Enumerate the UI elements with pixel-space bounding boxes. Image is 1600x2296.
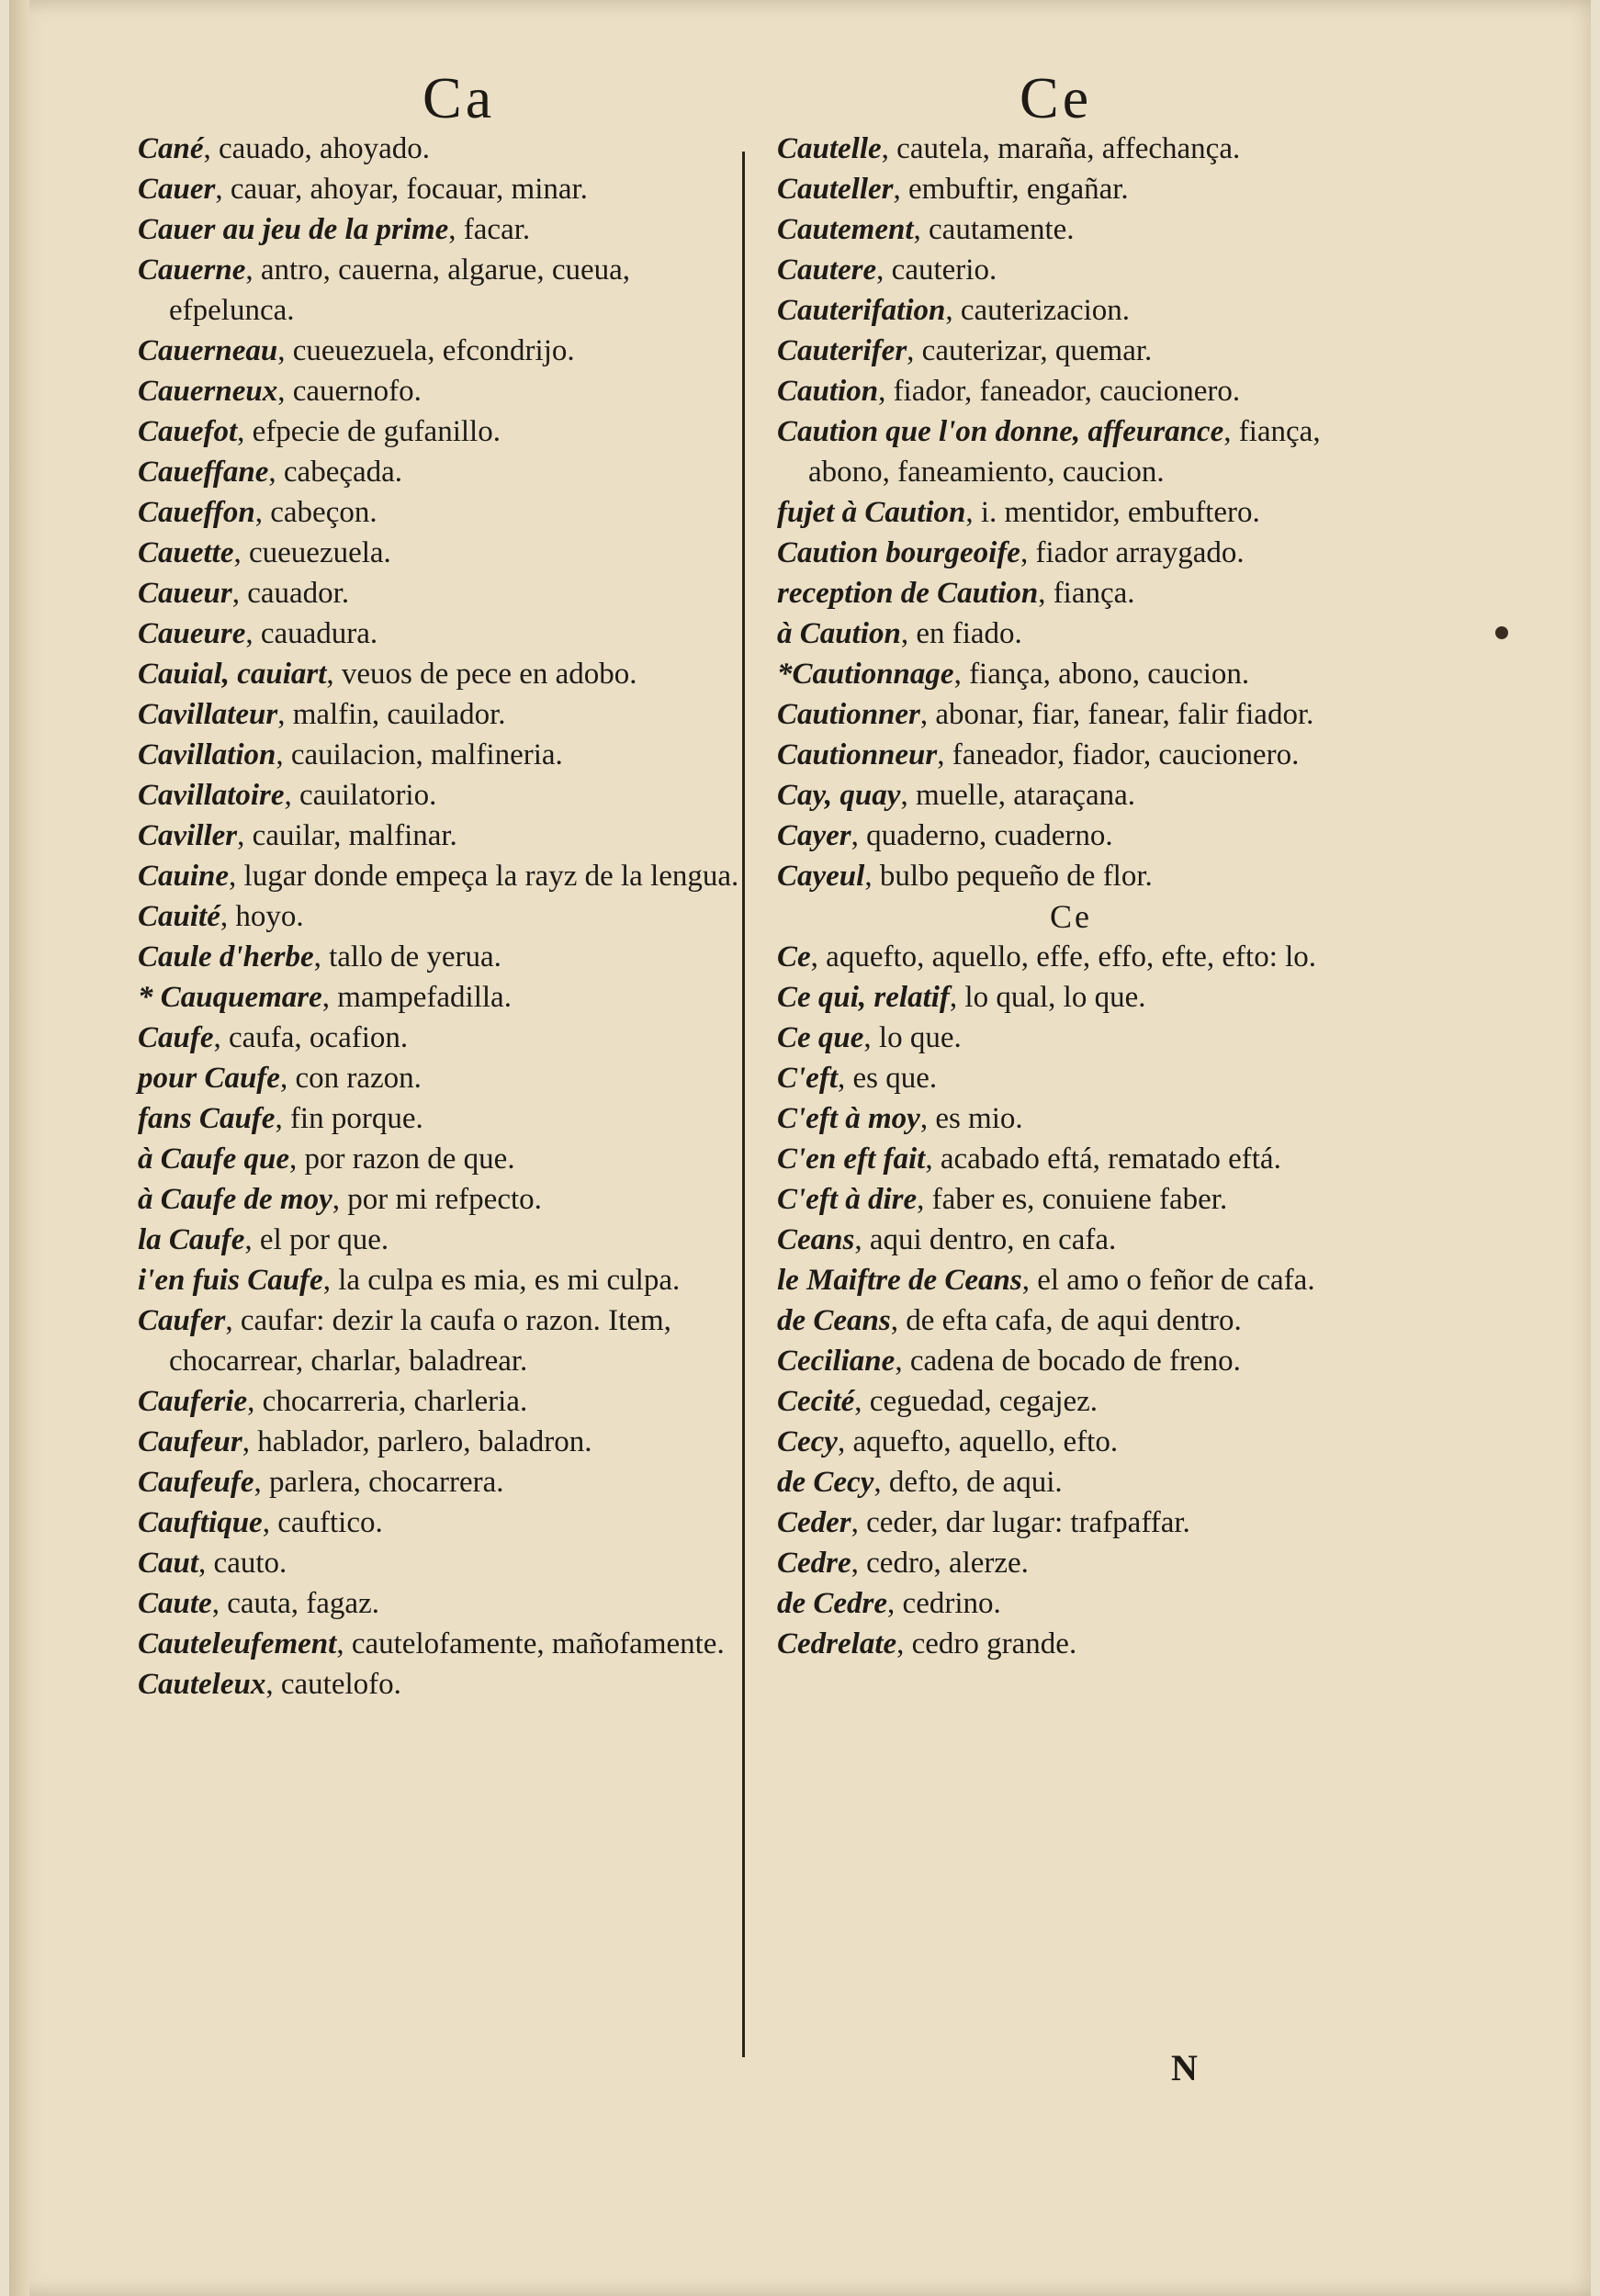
dictionary-entry (138, 452, 744, 492)
entry-headword: Caueure (138, 617, 246, 650)
entry-headword: Cauer au jeu de la prime (138, 213, 449, 246)
running-head-left: Ca (423, 65, 496, 130)
entry-definition: , cauado, ahoyado. (203, 132, 431, 165)
entry-headword: Cauette (138, 536, 234, 569)
entry-headword: de Ceans (777, 1304, 891, 1337)
dictionary-entry (138, 1543, 744, 1583)
entry-headword: Cayer (777, 819, 851, 852)
entry-headword: *Cautionnage (777, 658, 954, 691)
dictionary-entry (777, 775, 1365, 816)
dictionary-entry (138, 371, 744, 411)
dictionary-entry (777, 1098, 1365, 1139)
entry-definition: , cautela, maraña, affechança. (881, 132, 1241, 165)
entry-definition: , aqui dentro, en cafa. (854, 1223, 1117, 1256)
entry-definition: , aquefto, aquello, effe, effo, efte, efto: lo. (810, 940, 1317, 974)
dictionary-entry (138, 1422, 744, 1462)
dictionary-entry (777, 1058, 1365, 1098)
dictionary-entry (138, 573, 744, 613)
entry-definition: , fiança, abono, faneamiento, caucion. (808, 415, 1321, 489)
entry-headword: Cauer (138, 173, 216, 206)
entry-headword: Cauefot (138, 415, 238, 448)
entry-headword: Cauferie (138, 1385, 248, 1418)
dictionary-entry (777, 290, 1365, 331)
entry-definition: , en fiado. (900, 617, 1022, 650)
dictionary-entry (777, 169, 1365, 209)
entry-headword: Cauteller (777, 173, 894, 206)
entry-headword: Cautere (777, 253, 877, 287)
dictionary-entry (777, 977, 1365, 1018)
dictionary-entry (138, 1058, 744, 1098)
dictionary-entry (138, 331, 744, 371)
entry-definition: , cauernofo. (277, 375, 422, 408)
dictionary-entry (138, 896, 744, 937)
dictionary-entry (777, 492, 1365, 533)
entry-definition: , parlera, chocarrera. (254, 1466, 504, 1499)
entry-definition: , ceder, dar lugar: trafpaffar. (851, 1506, 1190, 1539)
dictionary-entry (777, 1220, 1365, 1260)
entry-headword: Caufer (138, 1304, 226, 1337)
entry-headword: Cauterifer (777, 334, 907, 367)
entry-definition: , cautamente. (913, 213, 1075, 246)
dictionary-entry (138, 735, 744, 775)
dictionary-entry (138, 411, 744, 452)
entry-headword: Ceans (777, 1223, 855, 1256)
entry-definition: , caufa, ocafion. (213, 1021, 409, 1054)
entry-definition: , cauta, fagaz. (211, 1587, 379, 1620)
entry-headword: Cané (138, 132, 204, 165)
entry-headword: Ce que (777, 1021, 864, 1054)
dictionary-entry (777, 1300, 1365, 1341)
entry-headword: Cauial, cauiart (138, 658, 327, 691)
dictionary-entry (138, 169, 744, 209)
entry-definition: , cauterizacion. (945, 294, 1131, 327)
entry-definition: , faneador, fiador, caucionero. (937, 738, 1300, 771)
dictionary-entry (777, 1139, 1365, 1179)
entry-definition: , hoyo. (220, 900, 304, 933)
dictionary-entry (138, 613, 744, 654)
dictionary-entry (138, 1462, 744, 1503)
entry-definition: , es mio. (919, 1102, 1023, 1135)
entry-headword: Caute (138, 1587, 212, 1620)
entry-headword: Ce qui, relatif (777, 981, 950, 1014)
entry-definition: , cadena de bocado de freno. (895, 1345, 1241, 1378)
dictionary-page (9, 0, 1591, 2296)
entry-definition: , cauar, ahoyar, focauar, minar. (215, 173, 588, 206)
dictionary-entry (777, 816, 1365, 856)
entry-headword: pour Caufe (138, 1062, 280, 1095)
entry-headword: i'en fuis Caufe (138, 1264, 323, 1297)
left-column (138, 129, 744, 1705)
entry-headword: la Caufe (138, 1223, 245, 1256)
entry-headword: Cedrelate (777, 1627, 897, 1660)
right-column (777, 129, 1365, 1664)
dictionary-entry (138, 937, 744, 977)
entry-headword: de Cecy (777, 1466, 874, 1499)
dictionary-entry (138, 977, 744, 1018)
dictionary-entry (138, 209, 744, 250)
dictionary-entry (777, 1583, 1365, 1624)
dictionary-entry (138, 694, 744, 735)
entry-headword: Cauterifation (777, 294, 946, 327)
entry-headword: à Caufe de moy (138, 1183, 332, 1216)
entry-headword: C'en eft fait (777, 1142, 926, 1176)
entry-definition: , ceguedad, cegajez. (854, 1385, 1099, 1418)
dictionary-entry (777, 209, 1365, 250)
entry-definition: , cueuezuela. (233, 536, 391, 569)
entry-headword: reception de Caution (777, 577, 1039, 610)
entry-definition: , cauto. (198, 1547, 287, 1580)
entry-definition: , fiança. (1038, 577, 1135, 610)
dictionary-entry (777, 573, 1365, 613)
entry-headword: C'eft (777, 1062, 838, 1095)
entry-definition: , defto, de aqui. (873, 1466, 1063, 1499)
dictionary-entry (138, 856, 744, 896)
entry-headword: Caution que l'on donne, affeurance (777, 415, 1224, 448)
entry-headword: Ceder (777, 1506, 851, 1539)
dictionary-entry (138, 129, 744, 169)
entry-definition: , por razon de que. (289, 1142, 515, 1176)
dictionary-entry (138, 1624, 744, 1664)
entry-headword: Caufeur (138, 1425, 242, 1458)
entry-headword: Cayeul (777, 860, 865, 893)
dictionary-entry (138, 1381, 744, 1422)
dictionary-entry (138, 1260, 744, 1300)
entry-definition: , facar. (448, 213, 531, 246)
entry-definition: , cauilatorio. (284, 779, 437, 812)
entry-headword: Caution (777, 375, 879, 408)
dictionary-entry (138, 1220, 744, 1260)
dictionary-entry (138, 533, 744, 573)
dictionary-entry (777, 371, 1365, 411)
dictionary-entry (777, 1543, 1365, 1583)
entry-headword: Caufeufe (138, 1466, 254, 1499)
entry-definition: , de efta cafa, de aqui dentro. (890, 1304, 1242, 1337)
entry-headword: Cay, quay (777, 779, 901, 812)
entry-headword: à Caution (777, 617, 901, 650)
entry-headword: Cauité (138, 900, 220, 933)
entry-definition: , bulbo pequeño de flor. (864, 860, 1153, 893)
dictionary-entry (138, 654, 744, 694)
dictionary-entry (777, 1422, 1365, 1462)
entry-definition: , cauador. (231, 577, 350, 610)
entry-definition: , cedrino. (887, 1587, 1001, 1620)
entry-headword: Cauine (138, 860, 230, 893)
entry-definition: , es que. (837, 1062, 938, 1095)
entry-headword: Cedre (777, 1547, 851, 1580)
entry-headword: Cautelle (777, 132, 882, 165)
dictionary-entry (777, 1018, 1365, 1058)
entry-definition: , cauftico. (262, 1506, 383, 1539)
dictionary-entry (138, 1139, 744, 1179)
entry-headword: Cautionner (777, 698, 920, 731)
entry-definition: , con razon. (279, 1062, 422, 1095)
entry-headword: fans Caufe (138, 1102, 276, 1135)
entry-headword: Caution bourgeoife (777, 536, 1020, 569)
entry-definition: , quaderno, cuaderno. (851, 819, 1113, 852)
entry-headword: Caueffane (138, 456, 269, 489)
entry-definition: , por mi refpecto. (332, 1183, 542, 1216)
entry-definition: , cedro grande. (896, 1627, 1077, 1660)
entry-definition: , cueuezuela, efcondrijo. (277, 334, 575, 367)
entry-headword: Caueffon (138, 496, 255, 529)
dictionary-entry (138, 1018, 744, 1058)
entry-definition: , caufar: dezir la caufa o razon. Item, chocarrear, charlar, baladrear. (169, 1304, 671, 1378)
dictionary-entry (777, 1179, 1365, 1220)
entry-definition: , embuftir, engañar. (893, 173, 1129, 206)
entry-headword: * Cauquemare (138, 981, 322, 1014)
signature-mark: N (1171, 2047, 1198, 2088)
dictionary-entry (777, 694, 1365, 735)
entry-headword: Cauerneux (138, 375, 278, 408)
entry-headword: Cavillation (138, 738, 276, 771)
entry-headword: Ce (777, 940, 811, 974)
dictionary-entry (777, 1381, 1365, 1422)
section-subhead: Ce (1050, 898, 1092, 935)
entry-headword: le Maiftre de Ceans (777, 1264, 1022, 1297)
entry-definition: , faber es, conuiene faber. (917, 1183, 1228, 1216)
page-binding-edge (9, 0, 29, 2296)
entry-definition: , veuos de pece en adobo. (326, 658, 637, 691)
dictionary-entry (777, 1624, 1365, 1664)
dictionary-entry (138, 1583, 744, 1624)
entry-definition: , fiança, abono, caucion. (953, 658, 1250, 691)
dictionary-entry (777, 1503, 1365, 1543)
entry-definition: , tallo de yerua. (313, 940, 501, 974)
dictionary-entry (777, 411, 1365, 492)
entry-headword: Cauerneau (138, 334, 278, 367)
entry-headword: Cauteleufement (138, 1627, 337, 1660)
entry-definition: , cautelofamente, mañofamente. (336, 1627, 725, 1660)
entry-headword: Cautionneur (777, 738, 938, 771)
entry-definition: , malfin, cauilador. (277, 698, 506, 731)
entry-headword: Caufe (138, 1021, 214, 1054)
dictionary-entry (138, 1503, 744, 1543)
dictionary-entry (138, 816, 744, 856)
dictionary-entry (138, 1179, 744, 1220)
entry-definition: , la culpa es mia, es mi culpa. (322, 1264, 681, 1297)
entry-headword: Caueur (138, 577, 232, 610)
entry-headword: Cavillatoire (138, 779, 285, 812)
dictionary-entry (777, 937, 1365, 977)
dictionary-entry (777, 129, 1365, 169)
entry-definition: , cauilacion, malfineria. (276, 738, 563, 771)
entry-definition: , lo que. (863, 1021, 962, 1054)
entry-definition: , el por que. (244, 1223, 389, 1256)
entry-definition: , cedro, alerze. (851, 1547, 1029, 1580)
entry-definition: , lo qual, lo que. (949, 981, 1146, 1014)
entry-definition: , aquefto, aquello, efto. (837, 1425, 1119, 1458)
entry-definition: , fin porque. (275, 1102, 423, 1135)
entry-definition: , mampefadilla. (321, 981, 512, 1014)
entry-headword: Cautement (777, 213, 914, 246)
entry-definition: , abonar, fiar, fanear, falir fiador. (919, 698, 1314, 731)
dictionary-entry (777, 735, 1365, 775)
entry-definition: , hablador, parlero, baladron. (242, 1425, 592, 1458)
entry-definition: , cabeçada. (268, 456, 403, 489)
entry-headword: Cauteleux (138, 1668, 266, 1701)
entry-definition: , cauadura. (245, 617, 378, 650)
entry-headword: Cavillateur (138, 698, 278, 731)
entry-definition: , el amo o feñor de cafa. (1021, 1264, 1315, 1297)
dictionary-entry (777, 613, 1365, 654)
entry-headword: Cauerne (138, 253, 246, 287)
entry-definition: , antro, cauerna, algarue, cueua, efpelunca. (169, 253, 631, 327)
entry-definition: , efpecie de gufanillo. (237, 415, 501, 448)
dictionary-entry (777, 1260, 1365, 1300)
entry-definition: , fiador arraygado. (1020, 536, 1245, 569)
entry-definition: , fiador, faneador, caucionero. (878, 375, 1241, 408)
entry-definition: , cabeçon. (254, 496, 377, 529)
entry-definition: , cauterizar, quemar. (907, 334, 1153, 367)
dictionary-entry (138, 1300, 744, 1381)
dictionary-entry (777, 654, 1365, 694)
entry-headword: Ceciliane (777, 1345, 896, 1378)
entry-definition: , lugar donde empeça la rayz de la lengua. (229, 860, 739, 893)
ink-spot (1495, 626, 1508, 639)
entry-headword: Cecité (777, 1385, 855, 1418)
entry-headword: C'eft à dire (777, 1183, 918, 1216)
entry-definition: , cauilar, malfinar. (237, 819, 457, 852)
entry-headword: fujet à Caution (777, 496, 966, 529)
entry-headword: Cauftique (138, 1506, 263, 1539)
entry-headword: à Caufe que (138, 1142, 289, 1176)
dictionary-entry (138, 1098, 744, 1139)
dictionary-entry (138, 492, 744, 533)
entry-headword: Cecy (777, 1425, 838, 1458)
dictionary-entry (777, 250, 1365, 290)
entry-definition: , cauterio. (876, 253, 997, 287)
entry-headword: Caule d'herbe (138, 940, 314, 974)
entry-definition: , muelle, ataraçana. (900, 779, 1136, 812)
dictionary-entry (777, 1341, 1365, 1381)
entry-headword: Caviller (138, 819, 238, 852)
entry-definition: , i. mentidor, embuftero. (965, 496, 1260, 529)
running-head-right: Ce (1020, 65, 1093, 130)
dictionary-entry (777, 1462, 1365, 1503)
entry-definition: , chocarreria, charleria. (247, 1385, 528, 1418)
dictionary-entry (777, 331, 1365, 371)
dictionary-entry (777, 533, 1365, 573)
entry-definition: , acabado eftá, rematado eftá. (925, 1142, 1281, 1176)
dictionary-entry (138, 250, 744, 331)
dictionary-entry (138, 775, 744, 816)
entry-headword: Caut (138, 1547, 199, 1580)
entry-headword: C'eft à moy (777, 1102, 920, 1135)
entry-headword: de Cedre (777, 1587, 888, 1620)
dictionary-entry (777, 856, 1365, 896)
dictionary-entry (138, 1664, 744, 1705)
entry-definition: , cautelofo. (265, 1668, 401, 1701)
